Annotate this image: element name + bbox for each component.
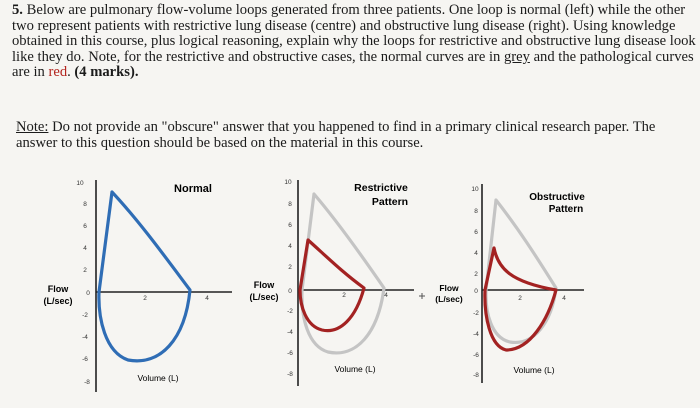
restrictive-ytick-6: 6 (288, 222, 292, 229)
obstructive-ytick-m8: -8 (473, 372, 479, 379)
restrictive-title-1: Restrictive (354, 182, 408, 194)
obstructive-ylabel-1: Flow (439, 283, 459, 293)
restrictive-ticks (284, 179, 388, 378)
obstructive-ytick-6: 6 (474, 229, 478, 236)
restrictive-ytick-m8: -8 (287, 371, 293, 378)
normal-ytick-8: 8 (83, 201, 87, 208)
restrictive-xlabel: Volume (L) (334, 364, 376, 374)
restrictive-ytick-4: 4 (288, 243, 292, 250)
restrictive-reference-curve (302, 194, 384, 353)
normal-ytick-0: 0 (86, 290, 90, 297)
normal-xlabel: Volume (L) (137, 373, 179, 383)
obstructive-ytick-m2: -2 (473, 310, 479, 317)
graph-restrictive (249, 179, 414, 386)
note-text (16, 120, 686, 151)
flow-volume-figures (0, 168, 700, 408)
restrictive-pathological-curve (300, 240, 364, 331)
note-label: Note: (16, 119, 49, 135)
restrictive-title-2: Pattern (371, 196, 409, 208)
obstructive-xtick-2: 2 (518, 295, 522, 302)
note-body: Do not provide an "obscure" answer that you happened to find in a primary clinical research paper. The answer to this question should be based on the material in this course. (16, 119, 656, 151)
obstructive-title-2: Pattern (548, 204, 584, 215)
normal-ytick-6: 6 (83, 223, 87, 230)
restrictive-ytick-0: 0 (288, 288, 292, 295)
normal-title: Normal (174, 183, 212, 195)
restrictive-xtick-2: 2 (342, 292, 346, 299)
question-number: 5. (12, 2, 23, 18)
restrictive-ylabel-1: Flow (253, 280, 275, 290)
grey-word: grey (503, 48, 530, 65)
restrictive-ytick-m2: -2 (287, 308, 293, 315)
obstructive-ytick-2: 2 (474, 271, 478, 278)
marks-label: (4 marks). (74, 64, 139, 81)
restrictive-ylabel-2: (L/sec) (249, 292, 279, 302)
normal-ytick-m8: -8 (84, 379, 90, 386)
normal-ylabel-2: (L/sec) (43, 296, 73, 306)
question-body-1: Below are pulmonary flow-volume loops generated from three patients. One loop is normal (left) while the other two represent patients with restrictive lung disease (centre) and obstructive lung disease (right). Using knowledge obtained in this course, plus logical reasoning, explain why the loops for restrictive and obstructive lung disease look like they do. Note, for the restrictive and obstructive cases, the normal curves are in (12, 2, 696, 65)
obstructive-ytick-m4: -4 (473, 331, 479, 338)
obstructive-ytick-0: 0 (474, 288, 478, 295)
normal-ylabel-1: Flow (47, 284, 69, 294)
obstructive-xlabel: Volume (L) (513, 365, 555, 375)
red-word: red (48, 64, 68, 81)
obstructive-ylabel-2: (L/sec) (435, 294, 463, 304)
obstructive-xtick-4: 4 (562, 295, 566, 302)
normal-loop-curve (99, 192, 190, 361)
cursor-icon (419, 293, 425, 299)
restrictive-ytick-m4: -4 (287, 329, 293, 336)
normal-ytick-2: 2 (83, 267, 87, 274)
normal-ytick-10: 10 (76, 180, 84, 187)
question-body-2: and the pathological curves are in (12, 48, 694, 81)
obstructive-title-1: Obstructive (529, 192, 585, 203)
restrictive-xtick-4: 4 (384, 292, 388, 299)
obstructive-ytick-8: 8 (474, 208, 478, 215)
restrictive-ytick-8: 8 (288, 201, 292, 208)
graph-obstructive (435, 184, 585, 383)
normal-ytick-m6: -6 (82, 356, 88, 363)
normal-ytick-m2: -2 (82, 312, 88, 319)
normal-xtick-4: 4 (205, 295, 209, 302)
restrictive-ytick-2: 2 (288, 264, 292, 271)
question-text: 5. Below are pulmonary flow-volume loops generated from three patients. One loop is normal (left) while the other two represent patients with restrictive lung disease (centre) and obstructive lung disease (right). Using knowledge obtained in this course, plus logical reasoning, explain why the loops for restrictive and obstructive lung disease look like they do. Note, for the restrictive and obstructive cases, the normal curves are in grey and the pathological curves are in red. (4 marks). (12, 2, 696, 81)
normal-xtick-2: 2 (143, 295, 147, 302)
restrictive-ytick-m6: -6 (287, 350, 293, 357)
obstructive-ytick-m6: -6 (473, 352, 479, 359)
obstructive-ytick-10: 10 (471, 186, 479, 193)
normal-ytick-4: 4 (83, 245, 87, 252)
restrictive-ytick-10: 10 (284, 179, 292, 186)
graph-normal (43, 180, 232, 392)
normal-ytick-m4: -4 (82, 334, 88, 341)
obstructive-ytick-4: 4 (474, 250, 478, 257)
